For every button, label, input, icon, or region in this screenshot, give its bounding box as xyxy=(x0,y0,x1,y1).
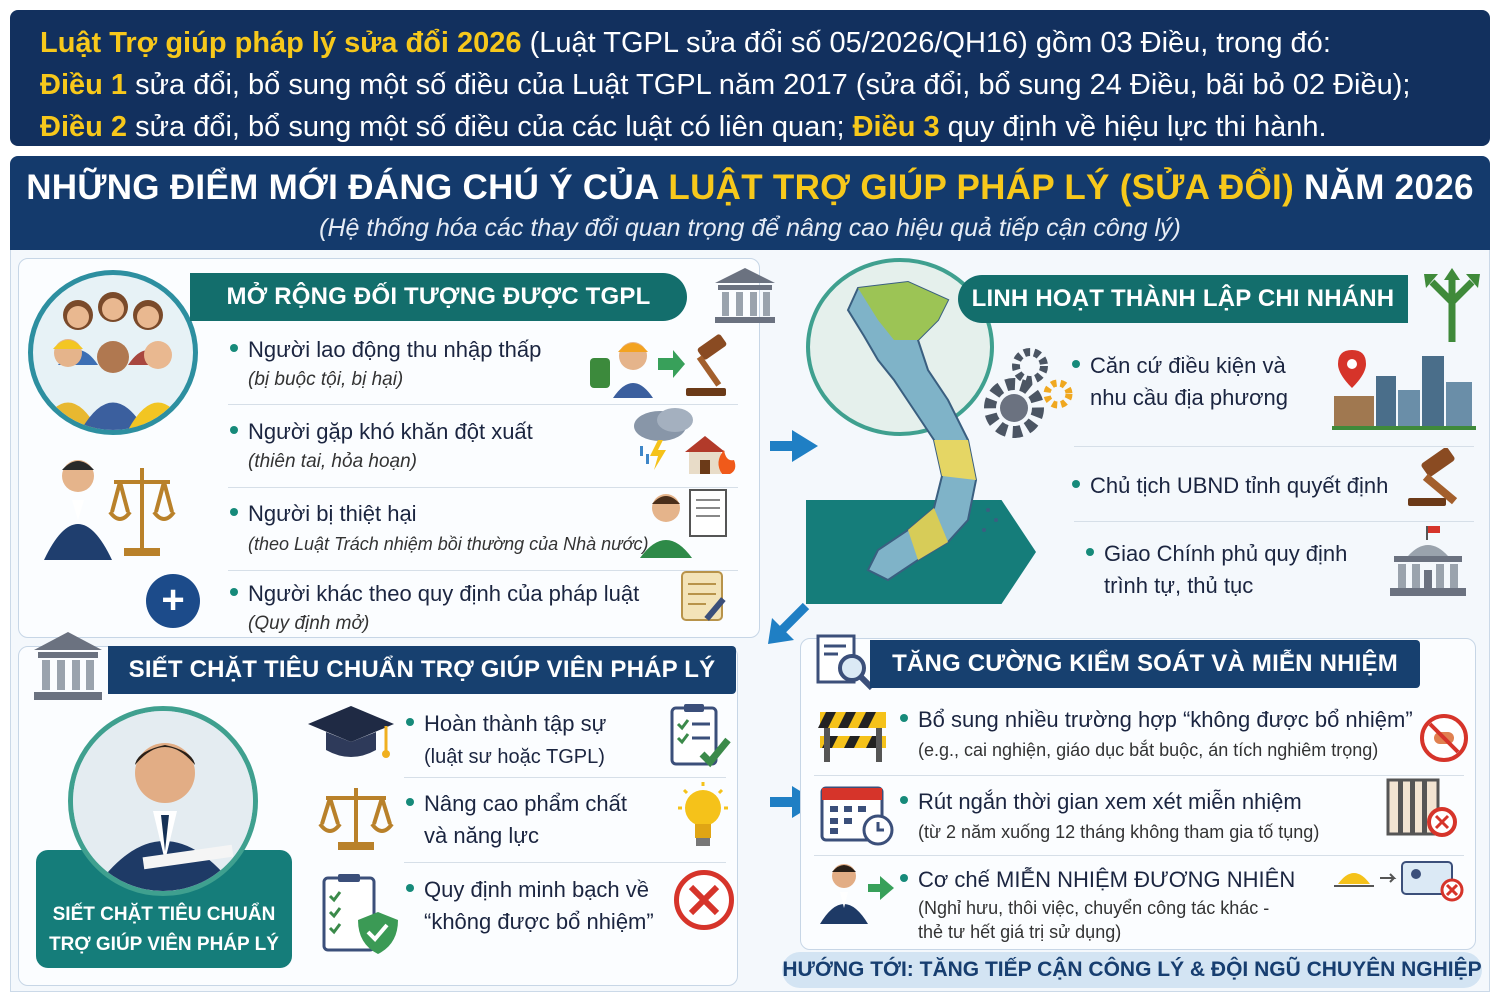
scroll-pen-icon xyxy=(676,566,736,626)
section-3-title: SIẾT CHẶT TIÊU CHUẨN TRỢ GIÚP VIÊN PHÁP LÝ xyxy=(108,646,736,694)
footer-goal: HƯỚNG TỚI: TĂNG TIẾP CẬN CÔNG LÝ & ĐỘI NGŨ CHUYÊN NGHIỆP xyxy=(782,952,1482,988)
government-building-icon xyxy=(1388,526,1468,598)
s2-item-2: Chủ tịch UBND tỉnh quyết định xyxy=(1072,470,1402,502)
plus-icon: + xyxy=(146,574,200,628)
intro-line-2: Điều 1 sửa đổi, bổ sung một số điều của Luật TGPL năm 2017 (sửa đổi, bổ sung 24 Điều, bãi bỏ 02 Điều); xyxy=(40,69,1411,101)
checklist-shield-icon xyxy=(320,872,400,956)
courthouse-icon-2 xyxy=(30,628,106,704)
s1-item-4: Người khác theo quy định của pháp luật (Quy định mở) xyxy=(230,578,650,638)
graduation-cap-icon xyxy=(306,702,396,766)
barrier-icon xyxy=(816,706,890,764)
s3-item-2: Nâng cao phẩm chất và năng lực xyxy=(406,788,666,852)
s1-item-3: Người bị thiệt hại (theo Luật Trách nhiệm bồi thường của Nhà nước) xyxy=(230,498,650,558)
prison-icon xyxy=(1386,778,1458,838)
worker-to-gavel-icon xyxy=(588,328,738,398)
legal-aid-officer-photo xyxy=(68,706,258,896)
s4-item-2: Rút ngắn thời gian xem xét miễn nhiệm (từ 2 năm xuống 12 tháng không tham gia tố tụng) xyxy=(900,786,1360,846)
section-2-title: LINH HOẠT THÀNH LẬP CHI NHÁNH xyxy=(958,275,1408,323)
storm-fire-house-icon xyxy=(630,404,740,476)
s1-item-1: Người lao động thu nhập thấp (bị buộc tội, bị hại) xyxy=(230,334,590,394)
section-1-title: MỞ RỘNG ĐỐI TƯỢNG ĐƯỢC TGPL xyxy=(190,273,687,321)
scales-icon xyxy=(318,784,394,852)
courthouse-icon xyxy=(710,265,780,325)
no-drugs-icon xyxy=(1420,714,1468,762)
intro-line-3: Điều 2 sửa đổi, bổ sung một số điều của các luật có liên quan; Điều 3 quy định về hiệu lực thi hành. xyxy=(40,111,1327,143)
gears-icon xyxy=(978,346,1076,450)
main-title: NHỮNG ĐIỂM MỚI ĐÁNG CHÚ Ý CỦA LUẬT TRỢ GIÚP PHÁP LÝ (SỬA ĐỔI) NĂM 2026 xyxy=(26,168,1474,207)
main-header xyxy=(10,156,1490,250)
gavel-icon xyxy=(1406,448,1476,508)
s1-item-2: Người gặp khó khăn đột xuất (thiên tai, hỏa hoạn) xyxy=(230,416,610,476)
calendar-clock-icon xyxy=(820,782,896,848)
arrow-right-icon-1 xyxy=(770,430,818,462)
split-arrows-icon xyxy=(1420,268,1484,342)
person-arrow-icon xyxy=(818,858,898,924)
cross-icon xyxy=(674,870,734,930)
checklist-icon xyxy=(666,702,732,768)
damaged-person-document-icon xyxy=(638,486,734,558)
section-4-title: TĂNG CƯỜNG KIỂM SOÁT VÀ MIỄN NHIỆM xyxy=(870,640,1420,688)
s2-item-3: Giao Chính phủ quy định trình tự, thủ tục xyxy=(1086,538,1376,602)
intro-banner xyxy=(10,10,1490,146)
section-3-badge-text: SIẾT CHẶT TIÊU CHUẨN TRỢ GIÚP VIÊN PHÁP LÝ xyxy=(49,904,279,955)
s3-item-1: Hoàn thành tập sự (luật sư hoặc TGPL) xyxy=(406,708,666,773)
lawyer-scales-icon xyxy=(42,448,182,560)
intro-line-1: Luật Trợ giúp pháp lý sửa đổi 2026 (Luật TGPL sửa đổi số 05/2026/QH16) gồm 03 Điều, trong đó: xyxy=(40,27,1331,59)
s4-item-1: Bổ sung nhiều trường hợp “không được bổ nhiệm” (e.g., cai nghiện, giáo dục bắt buộc, án tích nghiêm trọng) xyxy=(900,704,1420,764)
city-location-icon xyxy=(1332,346,1476,430)
sunset-card-icon xyxy=(1334,856,1464,902)
s2-item-1: Căn cứ điều kiện và nhu cầu địa phương xyxy=(1072,350,1332,414)
document-search-icon xyxy=(816,634,876,692)
s3-item-3: Quy định minh bạch về “không được bổ nhiệm” xyxy=(406,874,686,938)
lightbulb-icon xyxy=(676,782,730,852)
workers-group-icon xyxy=(28,270,198,435)
main-subtitle: (Hệ thống hóa các thay đổi quan trọng để nâng cao hiệu quả tiếp cận công lý) xyxy=(319,214,1181,242)
s4-item-3: Cơ chế MIỄN NHIỆM ĐƯƠNG NHIÊN (Nghỉ hưu, thôi việc, chuyển công tác khác - thẻ tư hết giá trị sử dụng) xyxy=(900,864,1320,944)
